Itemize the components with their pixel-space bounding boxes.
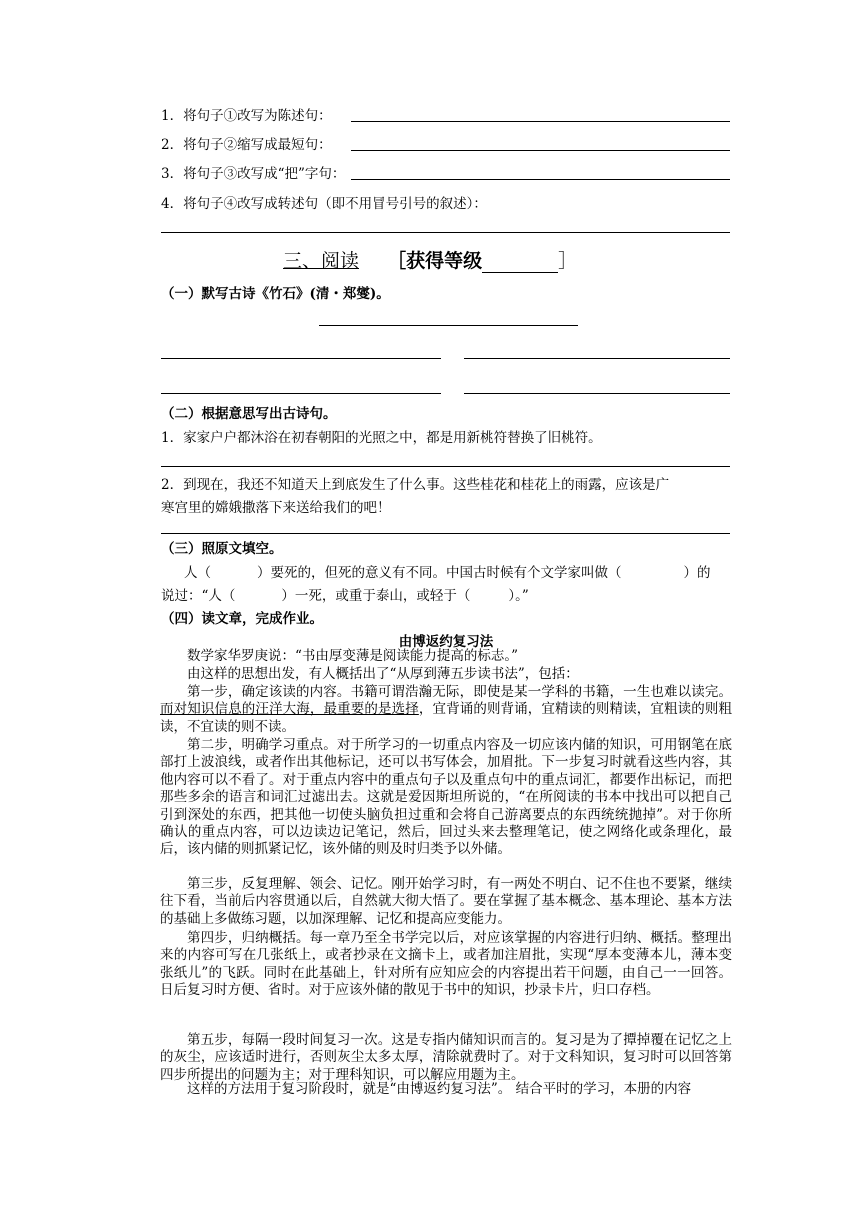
p3-text-b: ，宜背诵的则背诵，宜精读的则精读，宜粗读的则粗读，不宜读的则不读。: [160, 701, 733, 735]
part3-heading: （三）照原文填空。: [161, 541, 283, 557]
poem-line-2[interactable]: [464, 358, 730, 359]
poem-line-1[interactable]: [161, 358, 441, 359]
answer-line-4[interactable]: [161, 232, 730, 233]
part3-fill-line-1: [184, 564, 711, 582]
fill-text-a: 人（: [184, 565, 211, 581]
p3-text-a: 第一步，确定该读的内容。书籍可谓浩瀚无际，即使是某一学科的书籍，一生也难以读完。: [187, 684, 732, 700]
answer-line-3[interactable]: [351, 179, 730, 180]
article-paragraph-1: 数学家华罗庚说：“书由厚变薄是阅读能力提高的标志。”: [187, 648, 519, 664]
article-paragraph-5: 第三步，反复理解、领会、记忆。刚开始学习时，有一两处不明白、记不住也不要紧，继续往下看，当前后内容贯通以后，自然就大彻大悟了。要在掌握了基本概念、基本理论、基本方法的基础上多做练习题，以加深理解、记忆和提高应变能力。: [160, 876, 732, 927]
part2-heading: （二）根据意思写出古诗句。: [161, 406, 337, 422]
fill-text-f: ）。”: [508, 588, 529, 604]
part2-item-1: 1．家家户户都沐浴在初春朝阳的光照之中，都是用新桃符替换了旧桃符。: [161, 430, 602, 446]
fill-text-b: ）要死的，但死的意义有不同。中国古时候有个文学家叫做（: [257, 565, 622, 581]
question-3: 3．将句子③改写成“把”字句：: [161, 166, 346, 182]
fill-text-e: ）一死，或重于泰山，或轻于（: [281, 588, 471, 604]
article-title: 由博返约复习法: [398, 634, 494, 650]
grade-bracket: ］: [558, 250, 578, 272]
article-paragraph-8: 这样的方法用于复习阶段时，就是“由博返约复习法”。 结合平时的学习，本册的内容: [187, 1081, 692, 1097]
answer-line-1[interactable]: [351, 121, 730, 122]
question-1: 1．将句子①改写为陈述句：: [161, 108, 332, 124]
article-paragraph-7: 第五步，每隔一段时间复习一次。这是专指内储知识而言的。复习是为了撢掉覆在记忆之上的灰尘，应该适时进行，否则灰尘太多太厚，清除就费时了。对于文科知识，复习时可以回答第四步所提出的问题为主；对于理科知识，可以解应用题为主。: [160, 1032, 732, 1083]
part3-fill-line-2: [161, 587, 529, 605]
part2-answer-line-1[interactable]: [161, 466, 730, 467]
p3-underlined: 而对知识信息的汪洋大海，最重要的是选择: [160, 701, 419, 718]
part2-item-2-line1: 2．到现在，我还不知道天上到底发生了什么事。这些桂花和桂花上的雨露，应该是广: [161, 477, 670, 493]
part2-item-2-line2: 寒宫里的嫦娥撒落下来送给我们的吧！: [161, 500, 391, 516]
fill-text-d: 说过：“人（: [161, 588, 236, 604]
grade-label: ［获得等级: [387, 250, 483, 272]
article-paragraph-3: [160, 684, 732, 736]
part4-heading: （四）读文章，完成作业。: [161, 611, 323, 627]
article-paragraph-4: 第二步，明确学习重点。对于所学习的一切重点内容及一切应该内储的知识，可用钢笔在底部打上波浪线，或者作出其他标记，还可以书写体会，加眉批。下一步复习时就看这些内容，其他内容可以不看了。对于重点内容中的重点句子以及重点句中的重点词汇，都要作出标记，而把那些多余的语言和词汇过滤出去。这就是爱因斯坦所说的，“在所阅读的书本中找出可以把自己引到深处的东西，把其他一切使头脑负担过重和会将自己游离要点的东西统统抛掉”。对于你所确认的重点内容，可以边读边记笔记，然后，回过头来去整理笔记，使之网络化或条理化，最后，该内储的则抓紧记忆，该外储的则及时归类予以外储。: [160, 737, 732, 858]
part2-answer-line-2[interactable]: [161, 533, 730, 534]
article-paragraph-6: 第四步，归纳概括。每一章乃至全书学完以后，对应该掌握的内容进行归纳、概括。整理出来的内容可写在几张纸上，或者抄录在文摘卡上，或者加注眉批，实现“厚本变薄本儿，薄本变张纸儿”的飞跃。同时在此基础上，针对所有应知应会的内容提出若干问题，由自己一一回答。日后复习时方便、省时。对于应该外储的散见于书中的知识，抄录卡片，归口存档。: [160, 930, 732, 999]
fill-text-c: ）的: [683, 565, 711, 581]
poem-line-3[interactable]: [161, 393, 441, 394]
poem-title-line[interactable]: [319, 325, 578, 326]
question-4: 4．将句子④改写成转述句（即不用冒号引号的叙述）：: [161, 196, 487, 212]
article-paragraph-2: 由这样的思想出发，有人概括出了“从厚到薄五步读书法”，包括：: [187, 666, 579, 682]
poem-line-4[interactable]: [464, 393, 730, 394]
part1-heading: （一）默写古诗《竹石》(清・郑燮)。: [161, 286, 390, 302]
grade-blank[interactable]: [482, 254, 558, 273]
section-title: [283, 246, 577, 273]
question-2: 2．将句子②缩写成最短句：: [161, 137, 332, 153]
section-title-text: 三、阅读: [283, 250, 360, 272]
answer-line-2[interactable]: [351, 150, 730, 151]
